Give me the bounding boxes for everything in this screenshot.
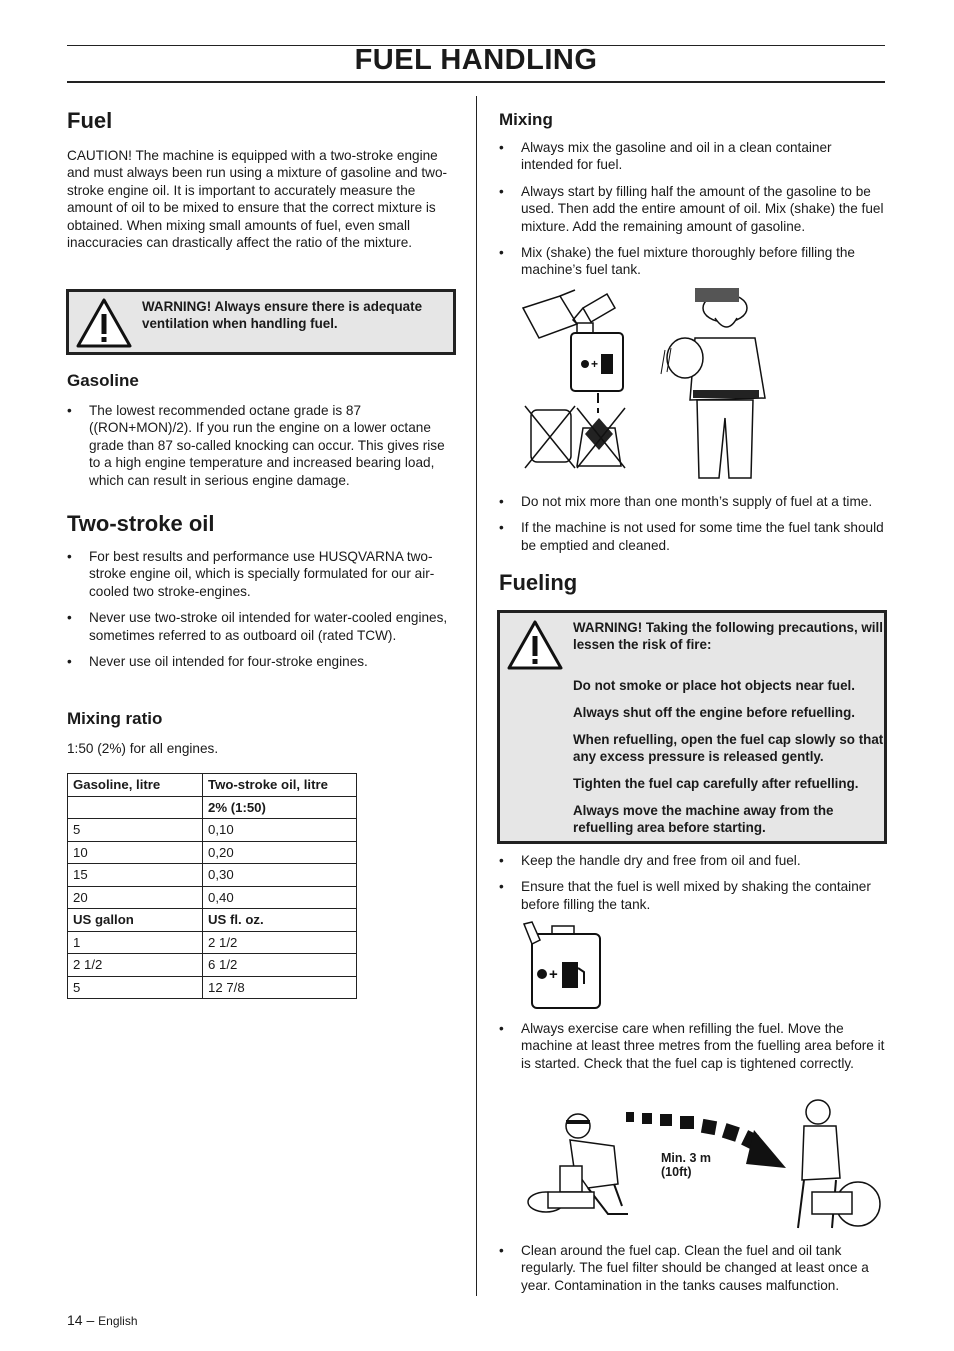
fuel-mixing-illustration <box>515 278 785 483</box>
mixing-ratio-table <box>67 773 357 999</box>
fire-warning-item: When refuelling, open the fuel cap slowly so that any excess pressure is released gently. <box>573 732 884 764</box>
warning-triangle-icon <box>75 297 133 349</box>
table-row <box>68 976 357 999</box>
page-footer <box>67 1312 138 1328</box>
table-header-cell: US gallon <box>68 909 203 932</box>
list-item: • Do not mix more than one month’s supply of fuel at a time. <box>499 493 887 510</box>
distance-label <box>661 1151 711 1179</box>
fuel-can-icon <box>518 920 608 1012</box>
two-stroke-heading: Two-stroke oil <box>67 511 215 536</box>
table-row <box>68 864 357 887</box>
table-header-cell: Gasoline, litre <box>68 774 203 797</box>
gasoline-heading: Gasoline <box>67 371 139 390</box>
list-item: • Clean around the fuel cap. Clean the fuel and oil tank regularly. The fuel filter should be changed at least once a year. Contamination in the tanks causes malfunction. <box>499 1242 887 1294</box>
table-cell: 6 1/2 <box>203 954 357 977</box>
gasoline-list <box>67 402 457 498</box>
list-item: • Always mix the gasoline and oil in a clean container intended for fuel. <box>499 139 887 174</box>
mixing-ratio-heading: Mixing ratio <box>67 709 163 728</box>
table-cell: 2 1/2 <box>203 931 357 954</box>
warning-triangle-icon <box>506 619 564 671</box>
table-header-cell: 2% (1:50) <box>203 796 357 819</box>
distance-label-line1: Min. 3 m <box>661 1151 712 1165</box>
table-cell: 5 <box>68 819 203 842</box>
list-item: • Mix (shake) the fuel mixture thoroughly before filling the machine’s fuel tank. <box>499 244 887 279</box>
table-cell: 15 <box>68 864 203 887</box>
table-row <box>68 931 357 954</box>
table-row <box>68 796 357 819</box>
fire-warning-item: Tighten the fuel cap carefully after refuelling. <box>573 776 859 791</box>
distance-label-line2: (10ft) <box>661 1165 692 1179</box>
table-row <box>68 954 357 977</box>
two-stroke-list <box>67 548 457 679</box>
table-cell: 20 <box>68 886 203 909</box>
fire-warning-item: Always shut off the engine before refuelling. <box>573 705 855 720</box>
ventilation-warning-text: WARNING! Always ensure there is adequate ventilation when handling fuel. <box>142 299 423 331</box>
table-cell: 0,40 <box>203 886 357 909</box>
page-number: 14 – <box>67 1312 95 1328</box>
column-divider <box>476 96 477 1296</box>
fire-warning-item: Do not smoke or place hot objects near fuel. <box>573 678 856 693</box>
table-cell: 2 1/2 <box>68 954 203 977</box>
list-item: • Never use two-stroke oil intended for water-cooled engines, sometimes referred to as outboard oil (rated TCW). <box>67 609 457 644</box>
mixing-list-2 <box>499 493 887 563</box>
table-row <box>68 886 357 909</box>
fueling-list-2 <box>499 1020 887 1081</box>
mixing-ratio-text: 1:50 (2%) for all engines. <box>67 741 219 756</box>
fueling-list-3 <box>499 1242 887 1303</box>
list-item: • Ensure that the fuel is well mixed by shaking the container before filling the tank. <box>499 878 887 913</box>
table-cell: 1 <box>68 931 203 954</box>
table-row <box>68 841 357 864</box>
fire-warning-box <box>497 610 887 844</box>
table-cell: 5 <box>68 976 203 999</box>
title-underline <box>67 81 885 83</box>
table-header-cell: US fl. oz. <box>203 909 357 932</box>
table-cell: 0,30 <box>203 864 357 887</box>
list-item: • For best results and performance use HUSQVARNA two-stroke engine oil, which is specially formulated for our air-cooled two stroke-engines. <box>67 548 457 600</box>
svg-text:+: + <box>591 357 599 371</box>
table-cell: 10 <box>68 841 203 864</box>
mixing-heading: Mixing <box>499 110 553 129</box>
table-row <box>68 774 357 797</box>
fire-warning-item: Always move the machine away from the refuelling area before starting. <box>573 803 834 835</box>
table-cell <box>68 796 203 819</box>
list-item: • If the machine is not used for some time the fuel tank should be emptied and cleaned. <box>499 519 887 554</box>
fueling-list-1 <box>499 852 887 922</box>
table-row <box>68 909 357 932</box>
table-cell: 0,10 <box>203 819 357 842</box>
table-cell: 0,20 <box>203 841 357 864</box>
list-item: • Never use oil intended for four-stroke engines. <box>67 653 457 670</box>
list-item: • Keep the handle dry and free from oil and fuel. <box>499 852 887 869</box>
mixing-list <box>499 139 887 288</box>
list-item: • Always exercise care when refilling the fuel. Move the machine at least three metres from the fuelling area before it is started. Check that the fuel cap is tightened correctly. <box>499 1020 887 1072</box>
footer-language: English <box>98 1314 138 1328</box>
list-item: • The lowest recommended octane grade is 87 ((RON+MON)/2). If you run the engine on a lower octane grade than 87 so-called knocking can occur. This gives rise to a high engine temperature and increased bearing load, which can result in serious engine damage. <box>67 402 457 489</box>
fire-warning-title: WARNING! Taking the following precautions, will lessen the risk of fire: <box>573 620 883 652</box>
fuel-paragraph: CAUTION! The machine is equipped with a two-stroke engine and must always been run using a mixture of gasoline and two-stroke engine oil. It is important to accurately measure the amount of oil to be mixed to ensure that the correct mixture is obtained. When mixing small amounts of fuel, even small inaccuracies can drastically affect the ratio of the mixture. <box>67 148 448 251</box>
svg-text:+: + <box>549 966 558 983</box>
fueling-heading: Fueling <box>499 570 578 595</box>
table-header-cell: Two-stroke oil, litre <box>203 774 357 797</box>
fuel-heading: Fuel <box>67 108 113 133</box>
table-row <box>68 819 357 842</box>
ventilation-warning-box <box>66 289 456 355</box>
list-item: • Always start by filling half the amount of the gasoline to be used. Then add the entire amount of oil. Mix (shake) the fuel mixture. Add the remaining amount of gasoline. <box>499 183 887 235</box>
table-cell: 12 7/8 <box>203 976 357 999</box>
page-title: FUEL HANDLING <box>354 44 598 76</box>
